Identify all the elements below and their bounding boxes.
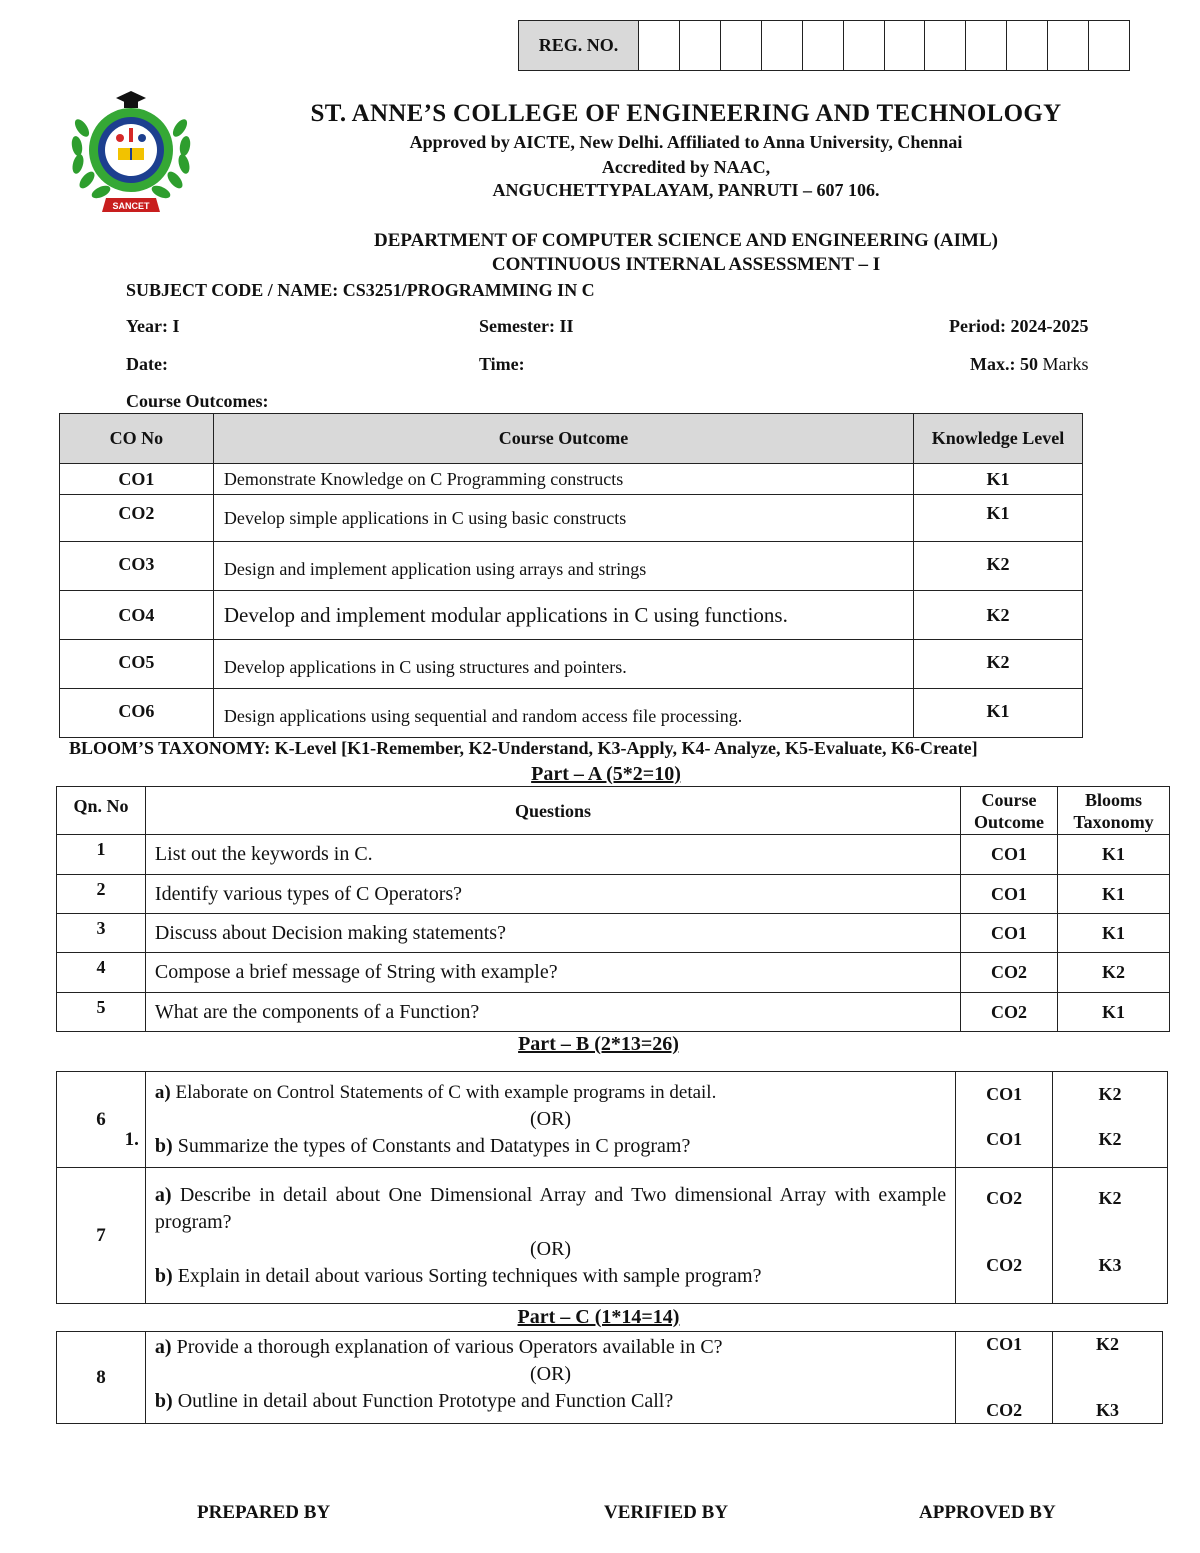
question-number: 3 [57, 914, 146, 953]
reg-no-cell [966, 21, 1007, 70]
blooms-level: K3 [1096, 1400, 1120, 1420]
blooms-level-cell [1053, 1332, 1163, 1424]
blooms-taxonomy-legend: BLOOM’S TAXONOMY: K-Level [K1-Remember, K2-Understand, K3-Apply, K4- Analyze, K5-Evaluate, K6-Create] [69, 738, 978, 758]
course-outcome: CO2 [961, 993, 1058, 1032]
blooms-level: K1 [1058, 875, 1170, 914]
reg-no-label: REG. NO. [519, 21, 639, 70]
reg-no-cell [639, 21, 680, 70]
co-number: CO1 [60, 464, 214, 495]
reg-no-cell [803, 21, 844, 70]
option-a-text: Provide a thorough explanation of various Operators available in C? [171, 1336, 723, 1358]
question-number: 6 [96, 1108, 106, 1130]
table-row [57, 875, 1170, 914]
part-a-title: Part – A (5*2=10) [531, 763, 681, 785]
option-b-label: b) [154, 1264, 173, 1287]
course-outcome-cell [956, 1168, 1053, 1304]
co-description: Design and implement application using arrays and strings [213, 542, 913, 591]
reg-no-cell [1089, 21, 1129, 70]
reg-no-cell [721, 21, 762, 70]
course-outcome: CO2 [986, 1255, 1023, 1275]
blooms-level: K3 [1098, 1255, 1122, 1275]
column-header: Course Outcome [213, 414, 913, 464]
question-number: 2 [57, 875, 146, 914]
co-number: CO5 [60, 640, 214, 689]
logo-banner-text: SANCET [112, 201, 150, 211]
knowledge-level: K2 [914, 542, 1083, 591]
option-b-text: Outline in detail about Function Prototype and Function Call? [172, 1390, 674, 1412]
reg-no-cell [925, 21, 966, 70]
table-row [60, 640, 1083, 689]
blooms-level: K2 [1098, 1188, 1122, 1208]
table-row [57, 1332, 1163, 1424]
table-row [60, 689, 1083, 738]
blooms-level: K2 [1096, 1334, 1120, 1354]
part-b-title: Part – B (2*13=26) [518, 1033, 679, 1055]
option-b-text: Summarize the types of Constants and Datatypes in C program? [172, 1135, 691, 1157]
blooms-level: K2 [1098, 1129, 1122, 1149]
blooms-level-cell [1053, 1168, 1168, 1304]
college-name: ST. ANNE’S COLLEGE OF ENGINEERING AND TECHNOLOGY [310, 100, 1062, 127]
option-b-label: b) [154, 1135, 173, 1157]
course-outcome: CO2 [986, 1400, 1023, 1420]
or-separator: (OR) [529, 1108, 572, 1130]
prepared-by-label: PREPARED BY [197, 1502, 331, 1523]
question-text-cell [145, 1168, 955, 1304]
time-field: Time: [479, 354, 525, 374]
course-outcomes-table [59, 413, 1083, 738]
knowledge-level: K1 [914, 464, 1083, 495]
co-description: Develop simple applications in C using basic constructs [213, 495, 913, 542]
blooms-level: K1 [1058, 835, 1170, 875]
course-outcome: CO1 [986, 1334, 1023, 1354]
part-c-table [56, 1331, 1163, 1424]
part-a-table [56, 786, 1170, 1032]
question-text-cell [145, 1332, 955, 1424]
co-number: CO4 [60, 591, 214, 640]
period-field: Period: 2024-2025 [949, 316, 1089, 336]
question-text: List out the keywords in C. [145, 835, 960, 875]
blooms-level: K2 [1098, 1084, 1122, 1104]
reg-no-box [518, 20, 1130, 71]
question-number: 5 [57, 993, 146, 1032]
table-row [60, 542, 1083, 591]
question-number-cell [57, 1072, 146, 1168]
or-separator: (OR) [529, 1363, 572, 1385]
option-a-text: Describe in detail about One Dimensional Array and Two dimensional Array with example program? [154, 1183, 947, 1233]
column-header: Qn. No [57, 787, 146, 835]
part-b-table [56, 1071, 1168, 1304]
question-text: Compose a brief message of String with example? [145, 953, 960, 993]
knowledge-level: K1 [914, 495, 1083, 542]
table-row [57, 1168, 1168, 1304]
knowledge-level: K1 [914, 689, 1083, 738]
option-b-label: b) [154, 1390, 173, 1412]
max-marks-value: Max.: 50 [970, 354, 1038, 374]
table-header-row [57, 787, 1170, 835]
question-text: Discuss about Decision making statements? [145, 914, 960, 953]
table-row [57, 953, 1170, 993]
option-a-label: a) [154, 1082, 171, 1103]
co-description: Design applications using sequential and random access file processing. [213, 689, 913, 738]
option-b-text: Explain in detail about various Sorting techniques with sample program? [172, 1264, 762, 1287]
question-text: Identify various types of C Operators? [145, 875, 960, 914]
column-header: Questions [145, 787, 960, 835]
column-header: Blooms Taxonomy [1058, 787, 1170, 835]
blooms-level: K1 [1058, 993, 1170, 1032]
course-outcome: CO1 [961, 875, 1058, 914]
option-a-text: Elaborate on Control Statements of C with example programs in detail. [170, 1082, 717, 1103]
table-row [57, 1072, 1168, 1168]
table-row [60, 464, 1083, 495]
knowledge-level: K2 [914, 591, 1083, 640]
blooms-level: K2 [1058, 953, 1170, 993]
table-header-row [60, 414, 1083, 464]
course-outcome: CO1 [961, 914, 1058, 953]
semester-field: Semester: II [479, 316, 574, 336]
question-number: 7 [57, 1168, 146, 1304]
reg-no-cell [885, 21, 926, 70]
knowledge-level: K2 [914, 640, 1083, 689]
table-row [57, 835, 1170, 875]
question-number: 4 [57, 953, 146, 993]
address-line: ANGUCHETTYPALAYAM, PANRUTI – 607 106. [492, 180, 880, 200]
date-field: Date: [126, 354, 168, 374]
option-a-label: a) [154, 1183, 172, 1206]
question-text: What are the components of a Function? [145, 993, 960, 1032]
reg-no-cell [844, 21, 885, 70]
part-c-title: Part – C (1*14=14) [517, 1306, 680, 1328]
verified-by-label: VERIFIED BY [604, 1502, 729, 1523]
department-title: DEPARTMENT OF COMPUTER SCIENCE AND ENGINEERING (AIML) [374, 230, 998, 251]
max-marks-unit: Marks [1037, 354, 1089, 374]
question-number: 8 [57, 1332, 146, 1424]
blooms-level: K1 [1058, 914, 1170, 953]
question-number: 1 [57, 835, 146, 875]
course-outcome-cell [956, 1332, 1053, 1424]
course-outcome: CO2 [986, 1188, 1023, 1208]
column-header: CO No [60, 414, 214, 464]
co-description: Demonstrate Knowledge on C Programming constructs [213, 464, 913, 495]
reg-no-cell [1007, 21, 1048, 70]
blooms-level-cell [1053, 1072, 1168, 1168]
reg-no-cell [1048, 21, 1089, 70]
course-outcome: CO1 [961, 835, 1058, 875]
column-header: Course Outcome [961, 787, 1058, 835]
accreditation-line: Accredited by NAAC, [601, 157, 771, 177]
approval-line: Approved by AICTE, New Delhi. Affiliated to Anna University, Chennai [409, 132, 963, 152]
column-header: Knowledge Level [914, 414, 1083, 464]
approved-by-label: APPROVED BY [919, 1502, 1056, 1523]
reg-no-cell [762, 21, 803, 70]
course-outcomes-title: Course Outcomes: [126, 391, 269, 411]
table-row [60, 591, 1083, 640]
question-text-cell [145, 1072, 955, 1168]
subject-line: SUBJECT CODE / NAME: CS3251/PROGRAMMING IN C [126, 280, 595, 300]
question-subnumber: 1. [124, 1129, 139, 1150]
option-a-label: a) [154, 1336, 172, 1358]
course-outcome: CO2 [961, 953, 1058, 993]
table-row [57, 914, 1170, 953]
co-description: Develop applications in C using structures and pointers. [213, 640, 913, 689]
co-description: Develop and implement modular applications in C using functions. [213, 591, 913, 640]
max-marks-field [970, 354, 1088, 375]
table-row [57, 993, 1170, 1032]
course-outcome-cell [956, 1072, 1053, 1168]
course-outcome: CO1 [986, 1129, 1023, 1149]
course-outcome: CO1 [986, 1084, 1023, 1104]
co-number: CO3 [60, 542, 214, 591]
or-separator: (OR) [529, 1237, 572, 1260]
year-field: Year: I [126, 316, 180, 336]
table-row [60, 495, 1083, 542]
assessment-title: CONTINUOUS INTERNAL ASSESSMENT – I [491, 254, 881, 275]
reg-no-cell [680, 21, 721, 70]
co-number: CO2 [60, 495, 214, 542]
co-number: CO6 [60, 689, 214, 738]
